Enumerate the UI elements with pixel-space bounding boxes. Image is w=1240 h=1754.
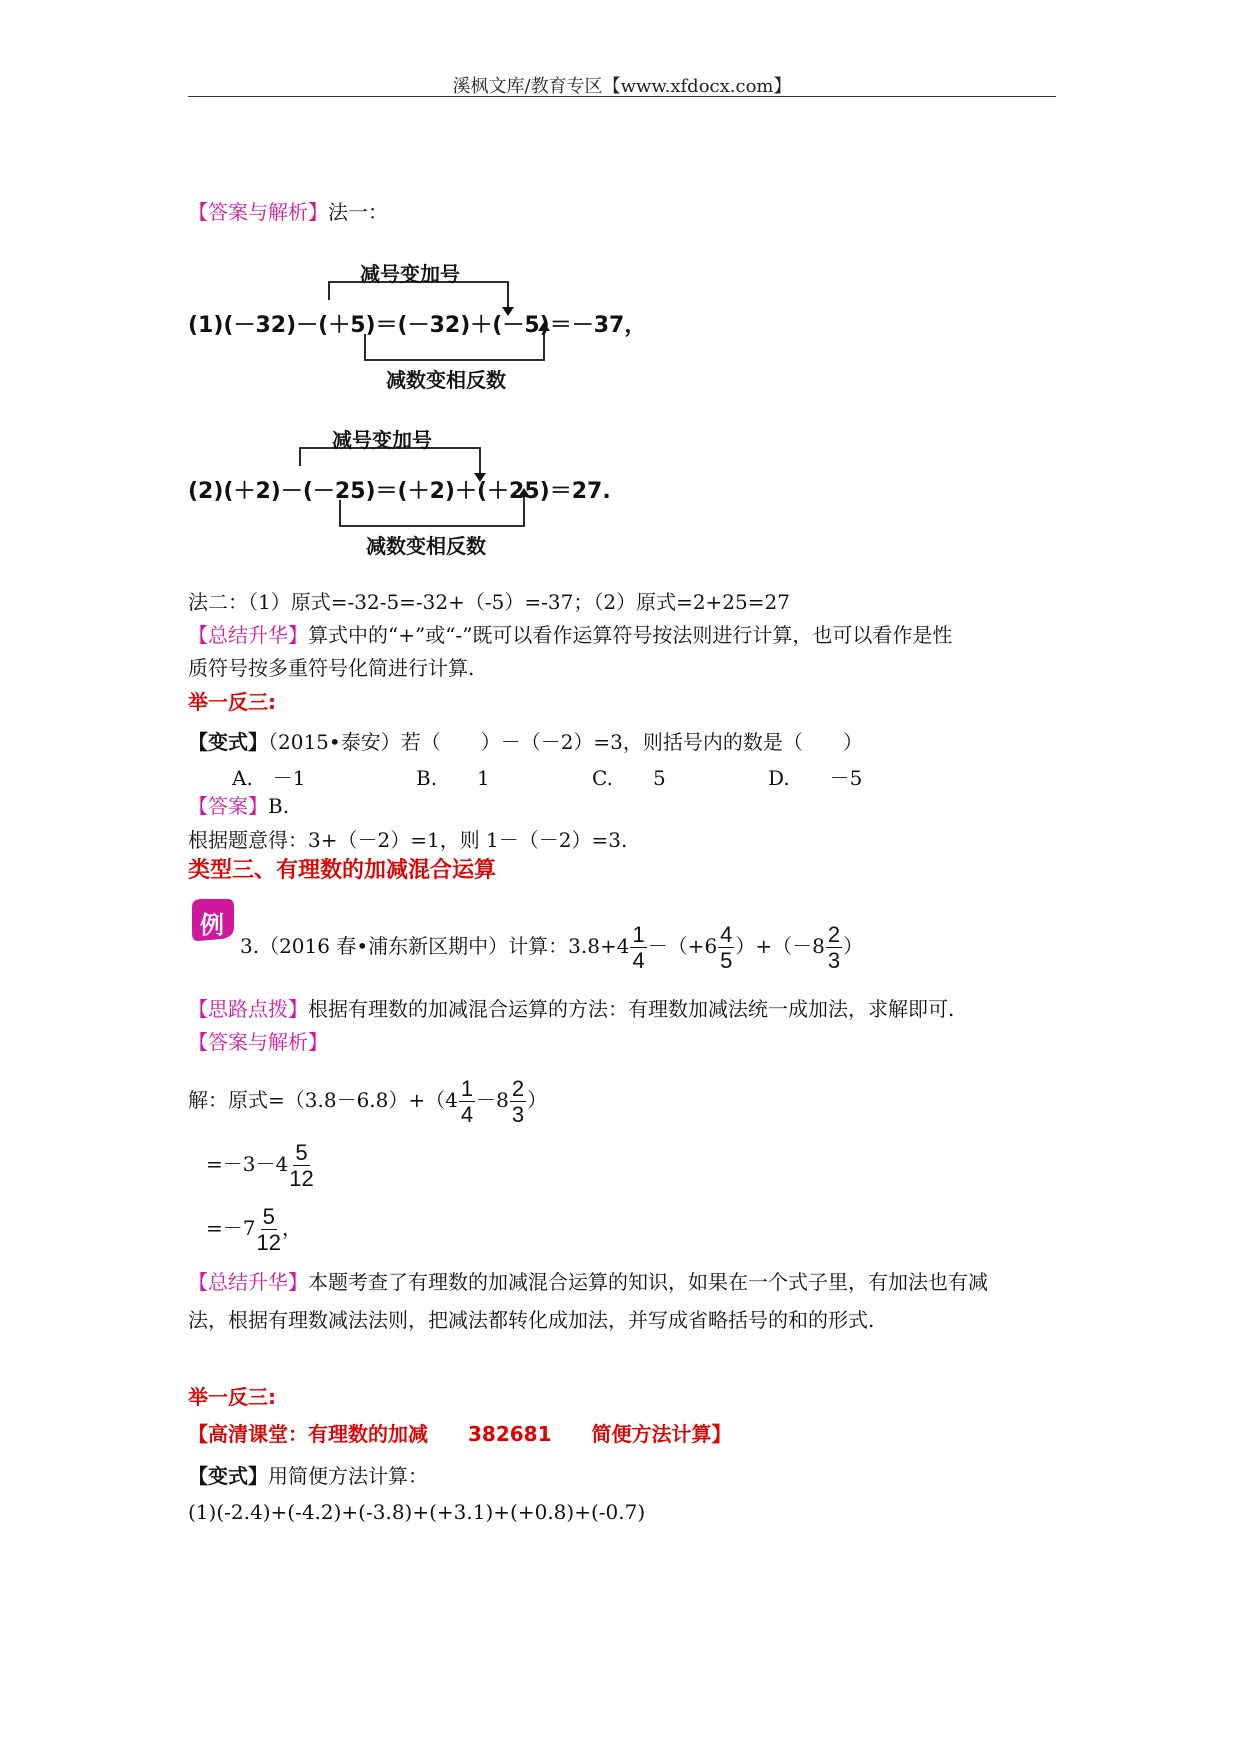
diagram-2-equation: (2)(＋2)－(－25)＝(＋2)＋(＋25)＝27. (188, 479, 611, 504)
option-b: B. 1 (416, 766, 490, 790)
solution-line2-prefix: =－3－4 (206, 1152, 289, 1176)
fraction: $\frac{1}{4}$ (460, 1075, 474, 1127)
option-d: D. －5 (768, 766, 863, 790)
summary2-line-2: 法，根据有理数减法法则，把减法都转化成加法，并写成省略括号的和的形式. (188, 1308, 875, 1332)
example3-problem (240, 916, 863, 976)
variant-tag: 【变式】 (188, 730, 268, 754)
example3-suffix: ） (843, 934, 864, 958)
solution-line-1 (188, 1070, 547, 1130)
reason-line: 根据题意得：3+（－2）=1，则 1－（－2）=3. (188, 828, 628, 852)
practice-heading-2: 举一反三: (188, 1385, 276, 1409)
header-divider (188, 96, 1056, 97)
answer2-line (188, 792, 289, 820)
diagram-1-bottom-label: 减数变相反数 (386, 368, 506, 392)
problem1-line: (1)(-2.4)+(-4.2)+(-3.8)+(+3.1)+(+0.8)+(-0.7) (188, 1500, 646, 1524)
diagram-1-top-label: 减号变加号 (360, 262, 460, 286)
example3-mid1: －（+6 (647, 934, 718, 958)
hint-tag: 【思路点拨】 (188, 997, 308, 1021)
solution-line3-prefix: =－7 (206, 1216, 256, 1240)
hd-class-line: 【高清课堂：有理数的加减 382681 简便方法计算】 (188, 1422, 732, 1446)
subtraction-diagram-1 (188, 252, 708, 394)
diagram-2-top-label: 减号变加号 (332, 428, 432, 452)
answer2-text: B. (268, 794, 290, 818)
page-header: 溪枫文库/教育专区【www.xfdocx.com】 (452, 76, 792, 97)
subtraction-diagram-2 (188, 418, 708, 560)
answer2-tag: 【答案】 (188, 794, 268, 818)
summary-tag: 【总结升华】 (188, 623, 308, 647)
diagram-1-equation: (1)(－32)－(＋5)＝(－32)＋(－5)＝－37， (188, 313, 647, 338)
diagram-2-bottom-label: 减数变相反数 (366, 534, 486, 558)
solution-line-3 (206, 1198, 302, 1258)
fraction: $\frac{4}{5}$ (720, 921, 733, 973)
hint-text: 根据有理数的加减混合运算的方法：有理数加减法统一成加法，求解即可. (308, 997, 955, 1021)
solution-line1-prefix: 解：原式=（3.8－6.8）+（4 (188, 1088, 458, 1112)
answer-line-1 (188, 198, 388, 226)
example-badge (188, 897, 236, 943)
answer-tag: 【答案与解析】 (188, 200, 328, 224)
fraction: $\frac{5}{12}$ (289, 1139, 314, 1191)
method2-line: 法二：（1）原式=-32-5=-32+（-5）=-37；（2）原式=2+25=27 (188, 590, 790, 614)
summary2-line-1 (188, 1268, 988, 1296)
example-badge-label: 例 (200, 911, 224, 939)
solution-line-2 (206, 1134, 315, 1194)
summary1-line-2: 质符号按多重符号化简进行计算. (188, 656, 475, 680)
option-a: A. －1 (232, 766, 306, 790)
solution-line1-suffix: ） (527, 1088, 548, 1112)
example3-prefix: 3.（2016 春•浦东新区期中）计算：3.8+4 (240, 934, 630, 958)
variant1-text: （2015•泰安）若（ ）－（－2）=3，则括号内的数是（ ） (268, 730, 863, 754)
solution-line1-mid: －8 (476, 1088, 509, 1112)
summary1-line-1 (188, 621, 952, 649)
summary2-tag: 【总结升华】 (188, 1270, 308, 1294)
fraction: $\frac{5}{12}$ (256, 1203, 281, 1255)
example3-mid2: ）+（－8 (735, 934, 825, 958)
fraction: $\frac{2}{3}$ (511, 1075, 525, 1127)
fraction: $\frac{2}{3}$ (827, 921, 841, 973)
answer3-tag: 【答案与解析】 (188, 1030, 328, 1054)
fraction: $\frac{1}{4}$ (632, 921, 645, 973)
summary2-text-1: 本题考查了有理数的加减混合运算的知识，如果在一个式子里，有加法也有减 (308, 1270, 988, 1294)
variant1-line (188, 728, 863, 756)
practice-heading-1: 举一反三: (188, 690, 276, 714)
variant2-tag: 【变式】 (188, 1464, 268, 1488)
solution-line3-suffix: ， (281, 1216, 302, 1240)
variant2-text: 用简便方法计算： (268, 1464, 428, 1488)
option-c: C. 5 (592, 766, 666, 790)
section-type3-title: 类型三、有理数的加减混合运算 (188, 858, 497, 883)
variant2-line (188, 1462, 428, 1490)
summary1-text-1: 算式中的“+”或“-”既可以看作运算符号按法则进行计算，也可以看作是性 (308, 623, 953, 647)
method1-label: 法一： (328, 200, 388, 224)
hint-line (188, 995, 954, 1023)
